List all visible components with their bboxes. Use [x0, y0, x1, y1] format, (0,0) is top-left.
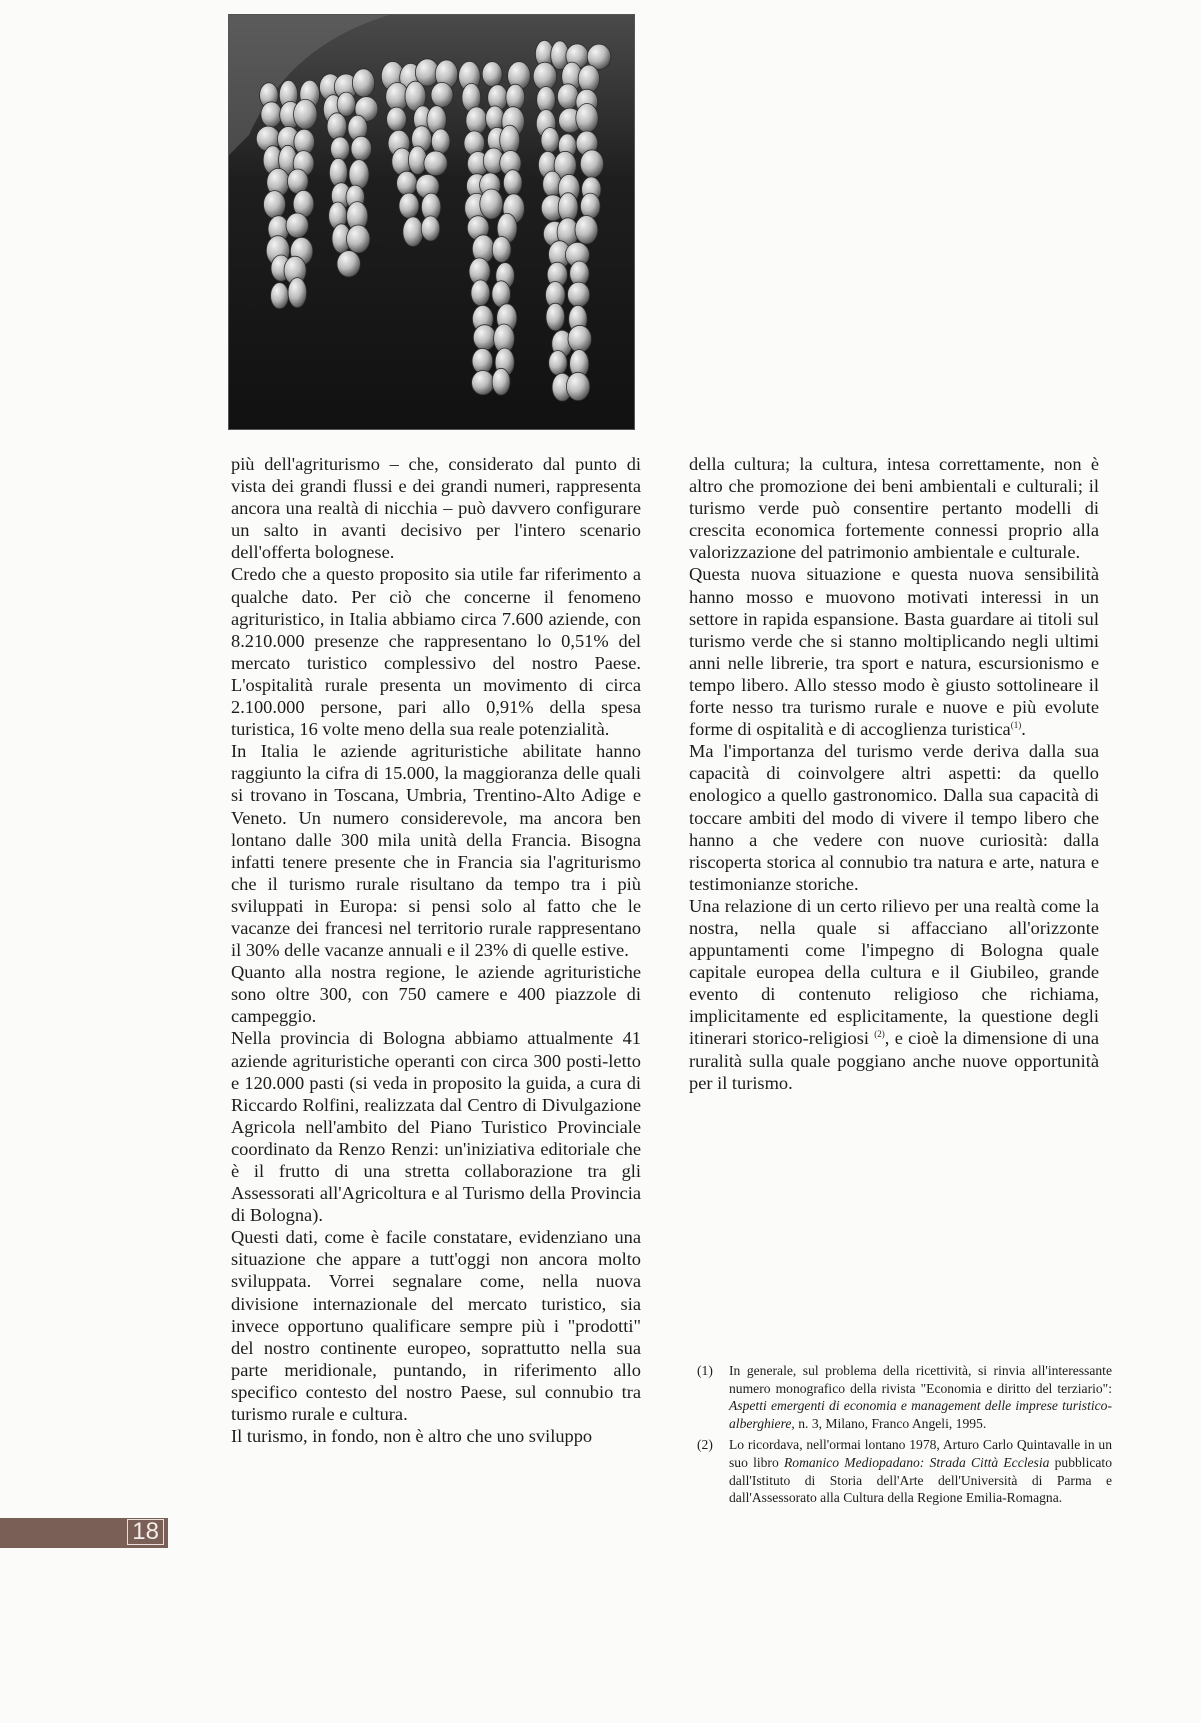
grape: [471, 280, 490, 306]
paragraph: Credo che a questo proposito sia utile far riferimento a qualche dato. Per ciò che concerne il fenomeno agrituristico, in Italia abbiamo circa 7.600 aziende, con 8.210.000 presenze che rappresentano lo 0,51% del mercato turistico complessivo del nostro Paese. L'ospitalità rurale presenta un movimento di circa 2.100.000 persone, pari allo 0,91% della spesa turistica, 16 volte meno della sua reale potenzialità.: [231, 564, 641, 740]
grape: [337, 251, 360, 277]
footnote-ref-1[interactable]: (1): [1010, 720, 1022, 730]
grape: [337, 92, 355, 116]
grape: [264, 191, 286, 219]
grape: [286, 213, 308, 238]
grape: [566, 372, 589, 400]
grape: [351, 136, 371, 161]
grape: [421, 216, 440, 241]
paragraph: Il turismo, in fondo, non è altro che uno sviluppo: [231, 1426, 593, 1447]
paragraph: Ma l'importanza del turismo verde deriva dalla sua capacità di coinvolgere altri aspetti: da quello enologico a quello gastronomico. Dalla sua capacità di toccare ambiti del modo di vivere il tempo libero che hanno a che vedere con nuove curiosità: dalla riscoperta storica al connubio tra natura e arte, natura e testimonianze storiche.: [689, 741, 1099, 894]
left-column: [231, 453, 641, 1447]
grape: [329, 158, 347, 187]
footnote: [697, 1436, 1112, 1506]
paragraph: [689, 895, 1099, 1094]
paragraph: più dell'agriturismo – che, considerato dal punto di vista dei grandi flussi e dei grandi numeri, rappresenta ancora una realtà di nicchia – può davvero configurare un salto in avanti decisivo per l'intero scenario dell'offerta bolognese.: [231, 454, 641, 563]
grape: [397, 171, 417, 195]
footnote-number: (2): [697, 1437, 713, 1453]
grape: [486, 106, 505, 131]
paragraph: della cultura; la cultura, intesa correttamente, non è altro che promozione dei beni ambientali e culturali; il turismo verde può consentire pertanto modelli di crescita economica fortemente connessi proprio alla valorizzazione del patrimonio ambientale e culturale.: [689, 454, 1099, 563]
footnote-ref-2[interactable]: (2): [874, 1029, 885, 1040]
page-number: 18: [127, 1519, 164, 1545]
footnote: [697, 1362, 1112, 1432]
grape: [557, 84, 578, 109]
footnote-text: [729, 1362, 1112, 1432]
grape: [271, 283, 289, 309]
grape: [347, 225, 370, 253]
grape: [387, 107, 407, 131]
grapes-illustration: [229, 15, 634, 429]
grapes-photo: [228, 14, 635, 430]
grape: [578, 65, 599, 93]
grape: [503, 170, 522, 196]
grape: [533, 62, 556, 90]
footnote-text-part: In generale, sul problema della ricettività, si rinvia all'interessante numero monografico della rivista "Economia e diritto del terziario":: [729, 1363, 1112, 1396]
grape: [576, 104, 598, 133]
grape: [352, 69, 374, 97]
footnote-number: (1): [697, 1363, 713, 1378]
paragraph-text: , e cioè la dimensione di una ruralità sulla quale poggiano anche nuove opportunità per il turismo.: [689, 1028, 1099, 1093]
paragraph: In Italia le aziende agrituristiche abilitate hanno raggiunto la cifra di 15.000, la maggioranza delle quali si trovano in Toscana, Umbria, Trentino-Alto Adige e Veneto. Un numero considerevole, ma ancora ben lontano dalle 300 mila unità della Francia. Bisogna infatti tenere presente che in Francia sia l'agriturismo che il turismo rurale risultano da tempo tra i più sviluppati in Europa: si pensi solo al fatto che le vacanze dei francesi nel territorio rurale rappresentano il 30% delle vacanze annuali e il 23% di quelle estive.: [231, 741, 641, 961]
grape: [288, 278, 307, 308]
grape: [431, 82, 453, 107]
grape: [261, 102, 282, 127]
grape: [580, 150, 603, 178]
paragraph-text: Una relazione di un certo rilievo per una realtà come la nostra, nella quale si affacciano all'orizzonte appuntamenti come l'impegno di Bologna quale capitale europea della cultura e il Giubileo, grande evento di contenuto religioso che richiama, implicitamente ed esplicitamente, la questione degli itinerari storico-religiosi: [689, 895, 1099, 1049]
grape: [472, 348, 493, 373]
grape: [424, 151, 447, 176]
grape: [431, 129, 450, 154]
grape: [327, 113, 347, 140]
footnotes: [697, 1362, 1112, 1511]
grape: [480, 189, 503, 219]
grape: [546, 303, 565, 331]
paragraph-text: .: [1021, 719, 1026, 740]
footnote-title: Aspetti emergenti di economia e management delle imprese turistico-alberghiere: [729, 1398, 1112, 1431]
paragraph: Nella provincia di Bologna abbiamo attualmente 41 aziende agrituristiche operanti con circa 300 posti-letto e 120.000 pasti (si veda in proposito la guida, a cura di Riccardo Rolfini, realizzata dal Centro di Divulgazione Agricola nell'ambito del Piano Turistico Provinciale coordinato da Renzo Renzi: un'iniziativa editoriale che è il frutto di una stretta collaborazione tra gli Assessorati all'Agricoltura e al Turismo della Provincia di Bologna).: [231, 1028, 641, 1226]
paragraph-text: Questa nuova situazione e questa nuova sensibilità hanno mosso e muovono motivati interessi in un settore in rapida espansione. Basta guardare ai titoli sul turismo verde che si stanno moltiplicando negli ultimi anni nelle librerie, tra sport e natura, escursionismo e tempo libero. Allo stesso modo è giusto sottolineare il forte nesso tra turismo rurale e nuove e più evolute forme di ospitalità e di accoglienza turistica: [689, 564, 1099, 740]
grape: [492, 281, 511, 307]
grape: [549, 351, 567, 376]
grape: [568, 325, 591, 352]
footnote-title: Romanico Mediopadano: Strada Città Ecclesia: [783, 1454, 1050, 1470]
grape: [399, 193, 419, 218]
grape: [568, 282, 590, 307]
grape: [472, 371, 495, 395]
right-column: [689, 453, 1099, 1094]
grape: [473, 325, 496, 351]
paragraph: Questi dati, come è facile constatare, evidenziano una situazione che appare a tutt'oggi non ancora molto sviluppata. Vorrei segnalare come, nella nuova divisione internazionale del mercato turistico, sia invece opportuno qualificare sempre più i "prodotti" del nostro continente europeo, soprattutto nella sua parte meridionale, puntando, in riferimento allo specifico contesto del nostro Paese, sul connubio tra turismo rurale e cultura.: [231, 1227, 641, 1425]
grape: [349, 160, 369, 190]
paragraph: Quanto alla nostra regione, le aziende agrituristiche sono oltre 300, con 750 camere e 400 piazzole di campeggio.: [231, 962, 641, 1027]
grape: [466, 107, 487, 134]
grape: [541, 128, 559, 153]
footnote-text-part: , n. 3, Milano, Franco Angeli, 1995.: [791, 1415, 987, 1431]
footnote-text-part: pubblicato dall'Istituto di Storia dell'Arte dell'Università di Parma e dall'Assessorato alla Cultura della Regione Emilia-Romagna.: [729, 1454, 1113, 1506]
grape: [403, 217, 423, 247]
footnote-text: [729, 1436, 1112, 1506]
grape: [287, 169, 308, 194]
grape: [575, 216, 598, 245]
paragraph: [689, 563, 1099, 740]
page-number-tab: [0, 1518, 168, 1548]
footnote-text-part: Lo ricordava, nell'ormai lontano 1978, Arturo Carlo Quintavalle in un suo libro: [729, 1437, 1112, 1470]
grape: [482, 62, 502, 87]
grape: [492, 237, 511, 263]
grape: [492, 368, 510, 395]
grape: [331, 137, 350, 161]
grape: [580, 193, 600, 219]
grape: [294, 99, 318, 129]
